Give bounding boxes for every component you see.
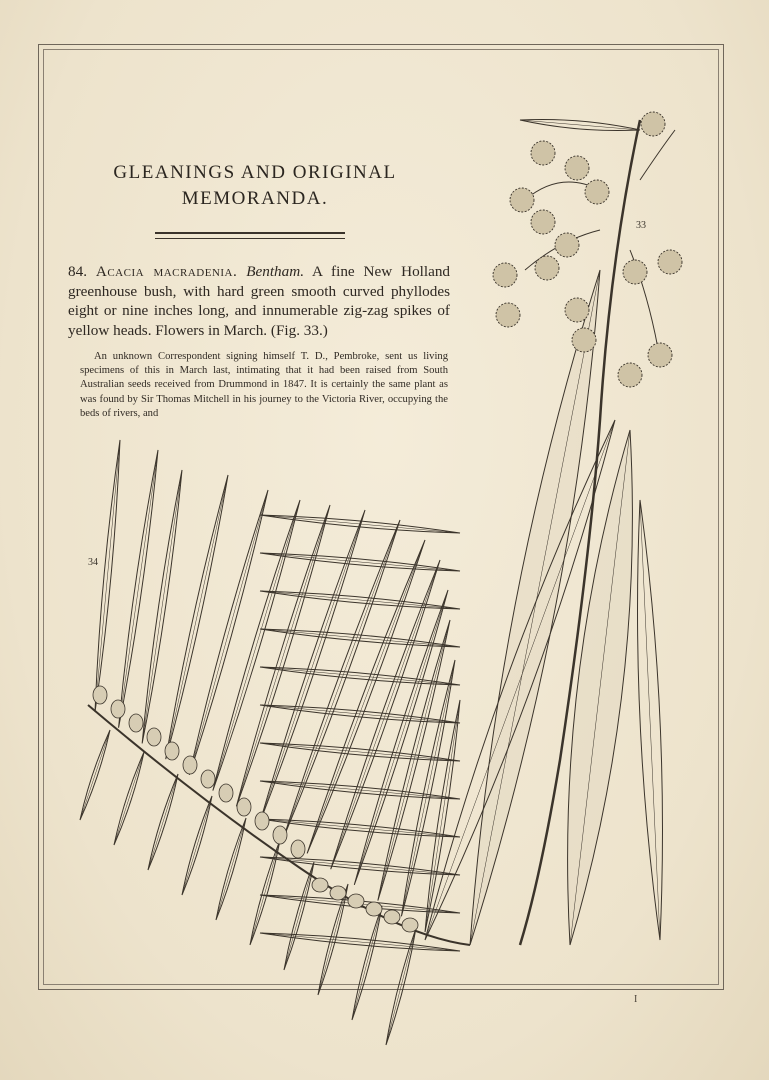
figure-34-label: 34 [88,557,98,568]
frond-cross-pinna-7-vein [260,743,460,761]
frond-cross-pinna-10-vein [260,857,460,875]
acacia-flower-head-16 [618,363,642,387]
frond-cone-9 [237,798,251,816]
frond-cone-low-3 [348,894,364,908]
frond-lower-pinna-2-vein [114,752,144,845]
frond-rachis [88,705,470,945]
frond-cone-1 [93,686,107,704]
frond-pinna-9-vein [284,520,400,838]
acacia-phyllode-top-vein [520,120,640,130]
frond-pinna-11-vein [331,560,440,869]
acacia-flower-head-13 [565,298,589,322]
frond-lower-pinna-5-vein [216,818,246,920]
frond-cone-low-5 [384,910,400,924]
acacia-flower-head-1 [641,112,665,136]
frond-cross-pinna-5-vein [260,667,460,685]
frond-pinna-2-vein [119,450,158,728]
acacia-flower-head-8 [493,263,517,287]
frond-cone-low-2 [330,886,346,900]
acacia-flower-head-11 [658,250,682,274]
frond-cone-low-4 [366,902,382,916]
acacia-flower-head-9 [535,256,559,280]
frond-cross-pinna-2-vein [260,553,460,571]
acacia-flower-head-7 [555,233,579,257]
frond-cross-pinna-8-vein [260,781,460,799]
frond-cone-8 [219,784,233,802]
frond-lower-pinna-6-vein [250,840,280,945]
frond-pinna-8-vein [260,510,365,822]
title-rule [155,232,345,239]
frond-cone-6 [183,756,197,774]
body-text [80,350,448,421]
acacia-flower-head-14 [572,328,596,352]
frond-cone-12 [291,840,305,858]
frond-lower-pinna-9-vein [352,906,382,1020]
acacia-flower-head-2 [531,141,555,165]
frond-cone-low-6 [402,918,418,932]
frond-pinna-14-vein [401,660,455,916]
acacia-flower-head-3 [565,156,589,180]
frond-cone-4 [147,728,161,746]
frond-lower-pinna-7-vein [284,862,314,970]
plant-entry [68,262,450,340]
frond-lower-pinna-4-vein [182,796,212,895]
acacia-flower-head-15 [648,343,672,367]
frond-cone-11 [273,826,287,844]
frond-pinna-10-vein [307,540,425,853]
figure-33-label: 33 [636,220,646,231]
acacia-flower-head-5 [585,180,609,204]
entry-number: 84. [68,263,87,280]
acacia-flower-head-12 [496,303,520,327]
acacia-flower-head-4 [510,188,534,212]
frond-cone-7 [201,770,215,788]
frond-cross-pinna-9-vein [260,819,460,837]
frond-cone-low-1 [312,878,328,892]
acacia-flower-head-10 [623,260,647,284]
entry-author: Bentham. [246,263,304,280]
frond-cone-10 [255,812,269,830]
section-title-line-1: GLEANINGS AND ORIGINAL [113,162,397,183]
frond-cone-3 [129,714,143,732]
body-paragraph: An unknown Correspondent signing himself T. D., Pembroke, sent us living specimens of this in March last, intimating that it had been raised from South Australian seeds received from Drummond in 1847. It is certainly the same plant as was found by Sir Thomas Mitchell in his journey to the Victoria River, occupying the beds of rivers, and [80,351,448,419]
page-marker: I [634,994,638,1005]
acacia-phyllode-4-vein [640,500,660,940]
section-title [90,160,420,212]
section-title-line-2: MEMORANDA. [181,188,329,209]
frond-cross-pinna-6-vein [260,705,460,723]
entry-description: A fine New Holland greenhouse bush, with hard green smooth curved phyllodes eight or nine inches long, and innumerable zig-zag spikes of yellow heads. Flowers in March. (Fig. 33.) [68,263,451,339]
frond-pinna-12-vein [354,590,448,885]
entry-plant-name: Acacia macradenia. [95,263,238,280]
frond-cone-2 [111,700,125,718]
frond-cone-5 [165,742,179,760]
frond-lower-pinna-3-vein [148,774,178,870]
acacia-flower-head-6 [531,210,555,234]
frond-lower-pinna-1-vein [80,730,110,820]
frond-pinna-1-vein [95,440,120,712]
